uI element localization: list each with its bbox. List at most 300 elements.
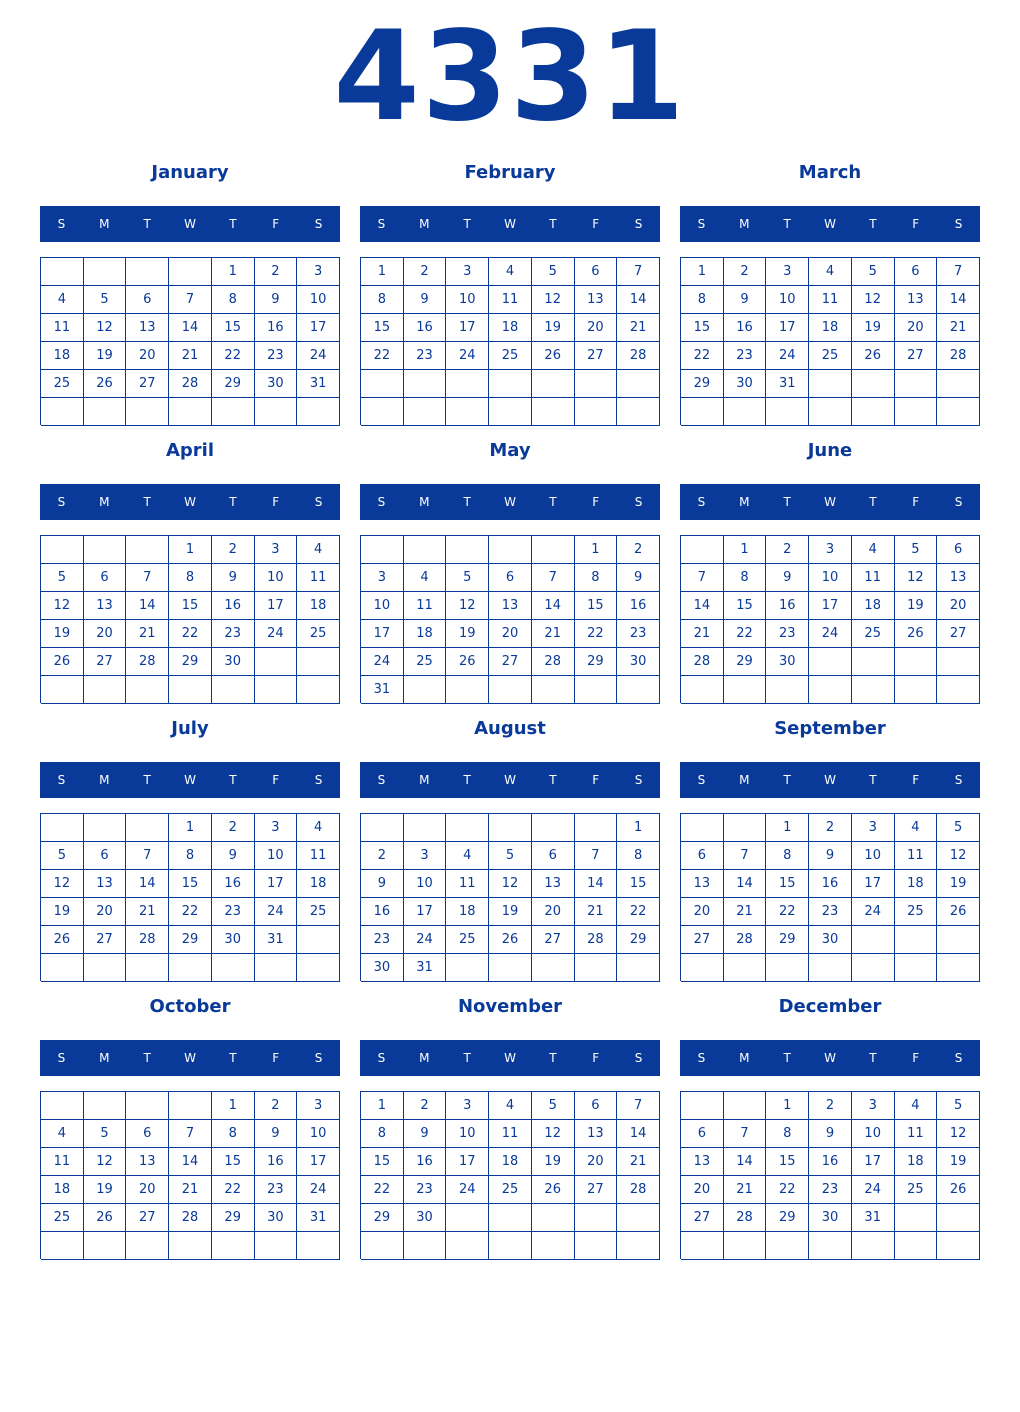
day-cell[interactable]: 6 [84, 564, 127, 592]
day-cell[interactable]: 5 [489, 842, 532, 870]
day-cell[interactable]: 7 [617, 258, 660, 286]
day-cell[interactable]: 6 [681, 842, 724, 870]
day-cell[interactable]: 1 [361, 258, 404, 286]
day-cell[interactable]: 12 [489, 870, 532, 898]
day-cell[interactable]: 11 [404, 592, 447, 620]
day-cell[interactable]: 15 [169, 592, 212, 620]
day-cell[interactable]: 2 [212, 814, 255, 842]
day-cell[interactable]: 23 [617, 620, 660, 648]
day-cell[interactable]: 4 [852, 536, 895, 564]
day-cell[interactable]: 11 [41, 314, 84, 342]
day-cell[interactable]: 8 [361, 1120, 404, 1148]
day-cell[interactable]: 1 [169, 536, 212, 564]
day-cell[interactable]: 18 [297, 592, 340, 620]
day-cell[interactable]: 19 [532, 1148, 575, 1176]
day-cell[interactable]: 15 [212, 314, 255, 342]
day-cell[interactable]: 19 [852, 314, 895, 342]
day-cell[interactable]: 24 [446, 1176, 489, 1204]
day-cell[interactable]: 24 [297, 1176, 340, 1204]
day-cell[interactable]: 8 [617, 842, 660, 870]
day-cell[interactable]: 7 [126, 842, 169, 870]
day-cell[interactable]: 22 [361, 1176, 404, 1204]
day-cell[interactable]: 6 [489, 564, 532, 592]
day-cell[interactable]: 3 [255, 814, 298, 842]
day-cell[interactable]: 30 [809, 1204, 852, 1232]
day-cell[interactable]: 22 [617, 898, 660, 926]
day-cell[interactable]: 20 [575, 314, 618, 342]
day-cell[interactable]: 13 [575, 1120, 618, 1148]
day-cell[interactable]: 28 [126, 648, 169, 676]
day-cell[interactable]: 21 [937, 314, 980, 342]
day-cell[interactable]: 3 [852, 1092, 895, 1120]
day-cell[interactable]: 29 [361, 1204, 404, 1232]
day-cell[interactable]: 28 [575, 926, 618, 954]
day-cell[interactable]: 29 [681, 370, 724, 398]
day-cell[interactable]: 21 [126, 620, 169, 648]
day-cell[interactable]: 15 [361, 314, 404, 342]
day-cell[interactable]: 30 [361, 954, 404, 982]
day-cell[interactable]: 24 [255, 620, 298, 648]
day-cell[interactable]: 15 [212, 1148, 255, 1176]
day-cell[interactable]: 31 [404, 954, 447, 982]
day-cell[interactable]: 5 [41, 842, 84, 870]
day-cell[interactable]: 6 [126, 286, 169, 314]
day-cell[interactable]: 19 [446, 620, 489, 648]
day-cell[interactable]: 18 [297, 870, 340, 898]
day-cell[interactable]: 20 [681, 898, 724, 926]
day-cell[interactable]: 25 [852, 620, 895, 648]
day-cell[interactable]: 9 [404, 286, 447, 314]
day-cell[interactable]: 1 [212, 258, 255, 286]
day-cell[interactable]: 20 [126, 1176, 169, 1204]
day-cell[interactable]: 28 [937, 342, 980, 370]
day-cell[interactable]: 4 [41, 1120, 84, 1148]
day-cell[interactable]: 12 [852, 286, 895, 314]
day-cell[interactable]: 15 [766, 870, 809, 898]
day-cell[interactable]: 27 [681, 926, 724, 954]
day-cell[interactable]: 24 [361, 648, 404, 676]
day-cell[interactable]: 18 [41, 1176, 84, 1204]
day-cell[interactable]: 10 [404, 870, 447, 898]
day-cell[interactable]: 14 [169, 1148, 212, 1176]
day-cell[interactable]: 3 [852, 814, 895, 842]
day-cell[interactable]: 26 [532, 1176, 575, 1204]
day-cell[interactable]: 21 [575, 898, 618, 926]
day-cell[interactable]: 31 [852, 1204, 895, 1232]
day-cell[interactable]: 26 [41, 648, 84, 676]
day-cell[interactable]: 1 [212, 1092, 255, 1120]
day-cell[interactable]: 27 [126, 1204, 169, 1232]
day-cell[interactable]: 4 [297, 814, 340, 842]
day-cell[interactable]: 3 [766, 258, 809, 286]
day-cell[interactable]: 26 [84, 370, 127, 398]
day-cell[interactable]: 4 [809, 258, 852, 286]
day-cell[interactable]: 7 [169, 286, 212, 314]
day-cell[interactable]: 27 [575, 342, 618, 370]
day-cell[interactable]: 28 [724, 1204, 767, 1232]
day-cell[interactable]: 1 [681, 258, 724, 286]
day-cell[interactable]: 21 [681, 620, 724, 648]
day-cell[interactable]: 21 [617, 314, 660, 342]
day-cell[interactable]: 12 [446, 592, 489, 620]
day-cell[interactable]: 25 [809, 342, 852, 370]
day-cell[interactable]: 21 [617, 1148, 660, 1176]
day-cell[interactable]: 9 [255, 1120, 298, 1148]
day-cell[interactable]: 19 [895, 592, 938, 620]
day-cell[interactable]: 3 [255, 536, 298, 564]
day-cell[interactable]: 10 [255, 564, 298, 592]
day-cell[interactable]: 3 [297, 1092, 340, 1120]
day-cell[interactable]: 7 [681, 564, 724, 592]
day-cell[interactable]: 5 [446, 564, 489, 592]
day-cell[interactable]: 20 [84, 620, 127, 648]
day-cell[interactable]: 22 [681, 342, 724, 370]
day-cell[interactable]: 19 [41, 620, 84, 648]
day-cell[interactable]: 16 [255, 1148, 298, 1176]
day-cell[interactable]: 21 [126, 898, 169, 926]
day-cell[interactable]: 22 [212, 342, 255, 370]
day-cell[interactable]: 25 [446, 926, 489, 954]
day-cell[interactable]: 6 [937, 536, 980, 564]
day-cell[interactable]: 25 [895, 1176, 938, 1204]
day-cell[interactable]: 15 [766, 1148, 809, 1176]
day-cell[interactable]: 9 [212, 842, 255, 870]
day-cell[interactable]: 23 [361, 926, 404, 954]
day-cell[interactable]: 4 [489, 1092, 532, 1120]
day-cell[interactable]: 3 [446, 258, 489, 286]
day-cell[interactable]: 7 [724, 842, 767, 870]
day-cell[interactable]: 22 [575, 620, 618, 648]
day-cell[interactable]: 13 [126, 314, 169, 342]
day-cell[interactable]: 23 [809, 898, 852, 926]
day-cell[interactable]: 30 [212, 926, 255, 954]
day-cell[interactable]: 30 [404, 1204, 447, 1232]
day-cell[interactable]: 26 [937, 898, 980, 926]
day-cell[interactable]: 18 [895, 870, 938, 898]
day-cell[interactable]: 23 [404, 342, 447, 370]
day-cell[interactable]: 15 [681, 314, 724, 342]
day-cell[interactable]: 15 [361, 1148, 404, 1176]
day-cell[interactable]: 14 [575, 870, 618, 898]
day-cell[interactable]: 20 [575, 1148, 618, 1176]
day-cell[interactable]: 24 [446, 342, 489, 370]
day-cell[interactable]: 10 [446, 286, 489, 314]
day-cell[interactable]: 8 [681, 286, 724, 314]
day-cell[interactable]: 2 [404, 1092, 447, 1120]
day-cell[interactable]: 9 [766, 564, 809, 592]
day-cell[interactable]: 18 [446, 898, 489, 926]
day-cell[interactable]: 11 [446, 870, 489, 898]
day-cell[interactable]: 8 [724, 564, 767, 592]
day-cell[interactable]: 18 [489, 1148, 532, 1176]
day-cell[interactable]: 9 [212, 564, 255, 592]
day-cell[interactable]: 27 [937, 620, 980, 648]
day-cell[interactable]: 2 [809, 1092, 852, 1120]
day-cell[interactable]: 10 [809, 564, 852, 592]
day-cell[interactable]: 5 [937, 814, 980, 842]
day-cell[interactable]: 26 [532, 342, 575, 370]
day-cell[interactable]: 28 [532, 648, 575, 676]
day-cell[interactable]: 23 [255, 1176, 298, 1204]
day-cell[interactable]: 23 [809, 1176, 852, 1204]
day-cell[interactable]: 4 [41, 286, 84, 314]
day-cell[interactable]: 7 [532, 564, 575, 592]
day-cell[interactable]: 26 [489, 926, 532, 954]
day-cell[interactable]: 31 [766, 370, 809, 398]
day-cell[interactable]: 19 [84, 1176, 127, 1204]
day-cell[interactable]: 10 [361, 592, 404, 620]
day-cell[interactable]: 1 [724, 536, 767, 564]
day-cell[interactable]: 11 [895, 1120, 938, 1148]
day-cell[interactable]: 25 [489, 342, 532, 370]
day-cell[interactable]: 14 [724, 870, 767, 898]
day-cell[interactable]: 14 [617, 1120, 660, 1148]
day-cell[interactable]: 20 [489, 620, 532, 648]
day-cell[interactable]: 21 [169, 342, 212, 370]
day-cell[interactable]: 13 [681, 1148, 724, 1176]
day-cell[interactable]: 12 [532, 286, 575, 314]
day-cell[interactable]: 9 [617, 564, 660, 592]
day-cell[interactable]: 14 [724, 1148, 767, 1176]
day-cell[interactable]: 2 [404, 258, 447, 286]
day-cell[interactable]: 9 [809, 1120, 852, 1148]
day-cell[interactable]: 19 [937, 1148, 980, 1176]
day-cell[interactable]: 3 [404, 842, 447, 870]
day-cell[interactable]: 8 [169, 564, 212, 592]
day-cell[interactable]: 11 [41, 1148, 84, 1176]
day-cell[interactable]: 5 [852, 258, 895, 286]
day-cell[interactable]: 11 [852, 564, 895, 592]
day-cell[interactable]: 18 [489, 314, 532, 342]
day-cell[interactable]: 6 [575, 258, 618, 286]
day-cell[interactable]: 23 [212, 898, 255, 926]
day-cell[interactable]: 13 [532, 870, 575, 898]
day-cell[interactable]: 1 [575, 536, 618, 564]
day-cell[interactable]: 10 [255, 842, 298, 870]
day-cell[interactable]: 18 [852, 592, 895, 620]
day-cell[interactable]: 29 [766, 1204, 809, 1232]
day-cell[interactable]: 1 [169, 814, 212, 842]
day-cell[interactable]: 22 [766, 898, 809, 926]
day-cell[interactable]: 31 [297, 1204, 340, 1232]
day-cell[interactable]: 6 [575, 1092, 618, 1120]
day-cell[interactable]: 25 [489, 1176, 532, 1204]
day-cell[interactable]: 27 [489, 648, 532, 676]
day-cell[interactable]: 24 [297, 342, 340, 370]
day-cell[interactable]: 25 [404, 648, 447, 676]
day-cell[interactable]: 12 [937, 842, 980, 870]
day-cell[interactable]: 27 [84, 648, 127, 676]
day-cell[interactable]: 1 [617, 814, 660, 842]
day-cell[interactable]: 1 [766, 814, 809, 842]
day-cell[interactable]: 27 [126, 370, 169, 398]
day-cell[interactable]: 16 [809, 870, 852, 898]
day-cell[interactable]: 25 [41, 1204, 84, 1232]
day-cell[interactable]: 17 [852, 1148, 895, 1176]
day-cell[interactable]: 29 [169, 926, 212, 954]
day-cell[interactable]: 19 [489, 898, 532, 926]
day-cell[interactable]: 1 [766, 1092, 809, 1120]
day-cell[interactable]: 5 [84, 286, 127, 314]
day-cell[interactable]: 3 [297, 258, 340, 286]
day-cell[interactable]: 2 [809, 814, 852, 842]
day-cell[interactable]: 12 [41, 592, 84, 620]
day-cell[interactable]: 14 [617, 286, 660, 314]
day-cell[interactable]: 11 [297, 564, 340, 592]
day-cell[interactable]: 30 [724, 370, 767, 398]
day-cell[interactable]: 10 [766, 286, 809, 314]
day-cell[interactable]: 3 [446, 1092, 489, 1120]
day-cell[interactable]: 4 [446, 842, 489, 870]
day-cell[interactable]: 29 [575, 648, 618, 676]
day-cell[interactable]: 20 [532, 898, 575, 926]
day-cell[interactable]: 6 [895, 258, 938, 286]
day-cell[interactable]: 17 [255, 592, 298, 620]
day-cell[interactable]: 27 [532, 926, 575, 954]
day-cell[interactable]: 18 [809, 314, 852, 342]
day-cell[interactable]: 28 [126, 926, 169, 954]
day-cell[interactable]: 9 [404, 1120, 447, 1148]
day-cell[interactable]: 26 [895, 620, 938, 648]
day-cell[interactable]: 5 [84, 1120, 127, 1148]
day-cell[interactable]: 2 [255, 1092, 298, 1120]
day-cell[interactable]: 21 [169, 1176, 212, 1204]
day-cell[interactable]: 23 [724, 342, 767, 370]
day-cell[interactable]: 13 [937, 564, 980, 592]
day-cell[interactable]: 14 [169, 314, 212, 342]
day-cell[interactable]: 20 [84, 898, 127, 926]
day-cell[interactable]: 16 [212, 592, 255, 620]
day-cell[interactable]: 17 [404, 898, 447, 926]
day-cell[interactable]: 22 [169, 620, 212, 648]
day-cell[interactable]: 26 [41, 926, 84, 954]
day-cell[interactable]: 25 [895, 898, 938, 926]
day-cell[interactable]: 18 [41, 342, 84, 370]
day-cell[interactable]: 14 [126, 870, 169, 898]
day-cell[interactable]: 31 [297, 370, 340, 398]
day-cell[interactable]: 16 [809, 1148, 852, 1176]
day-cell[interactable]: 17 [446, 1148, 489, 1176]
day-cell[interactable]: 12 [532, 1120, 575, 1148]
day-cell[interactable]: 29 [212, 370, 255, 398]
day-cell[interactable]: 21 [724, 898, 767, 926]
day-cell[interactable]: 20 [937, 592, 980, 620]
day-cell[interactable]: 9 [809, 842, 852, 870]
day-cell[interactable]: 18 [404, 620, 447, 648]
day-cell[interactable]: 17 [297, 314, 340, 342]
day-cell[interactable]: 4 [404, 564, 447, 592]
day-cell[interactable]: 28 [681, 648, 724, 676]
day-cell[interactable]: 30 [212, 648, 255, 676]
day-cell[interactable]: 14 [681, 592, 724, 620]
day-cell[interactable]: 13 [489, 592, 532, 620]
day-cell[interactable]: 7 [617, 1092, 660, 1120]
day-cell[interactable]: 22 [724, 620, 767, 648]
day-cell[interactable]: 12 [41, 870, 84, 898]
day-cell[interactable]: 5 [41, 564, 84, 592]
day-cell[interactable]: 29 [617, 926, 660, 954]
day-cell[interactable]: 20 [126, 342, 169, 370]
day-cell[interactable]: 3 [809, 536, 852, 564]
day-cell[interactable]: 13 [681, 870, 724, 898]
day-cell[interactable]: 21 [724, 1176, 767, 1204]
day-cell[interactable]: 25 [297, 898, 340, 926]
day-cell[interactable]: 15 [169, 870, 212, 898]
day-cell[interactable]: 9 [361, 870, 404, 898]
day-cell[interactable]: 17 [852, 870, 895, 898]
day-cell[interactable]: 8 [575, 564, 618, 592]
day-cell[interactable]: 8 [361, 286, 404, 314]
day-cell[interactable]: 19 [84, 342, 127, 370]
day-cell[interactable]: 29 [766, 926, 809, 954]
day-cell[interactable]: 22 [361, 342, 404, 370]
day-cell[interactable]: 5 [895, 536, 938, 564]
day-cell[interactable]: 1 [361, 1092, 404, 1120]
day-cell[interactable]: 13 [84, 870, 127, 898]
day-cell[interactable]: 6 [532, 842, 575, 870]
day-cell[interactable]: 6 [84, 842, 127, 870]
day-cell[interactable]: 27 [681, 1204, 724, 1232]
day-cell[interactable]: 24 [404, 926, 447, 954]
day-cell[interactable]: 2 [255, 258, 298, 286]
day-cell[interactable]: 4 [489, 258, 532, 286]
day-cell[interactable]: 20 [895, 314, 938, 342]
day-cell[interactable]: 30 [766, 648, 809, 676]
day-cell[interactable]: 9 [255, 286, 298, 314]
day-cell[interactable]: 24 [852, 898, 895, 926]
day-cell[interactable]: 16 [617, 592, 660, 620]
day-cell[interactable]: 11 [895, 842, 938, 870]
day-cell[interactable]: 30 [255, 1204, 298, 1232]
day-cell[interactable]: 17 [255, 870, 298, 898]
day-cell[interactable]: 20 [681, 1176, 724, 1204]
day-cell[interactable]: 25 [297, 620, 340, 648]
day-cell[interactable]: 24 [852, 1176, 895, 1204]
day-cell[interactable]: 5 [532, 1092, 575, 1120]
day-cell[interactable]: 16 [212, 870, 255, 898]
day-cell[interactable]: 8 [169, 842, 212, 870]
day-cell[interactable]: 11 [297, 842, 340, 870]
day-cell[interactable]: 8 [766, 842, 809, 870]
day-cell[interactable]: 14 [532, 592, 575, 620]
day-cell[interactable]: 3 [361, 564, 404, 592]
day-cell[interactable]: 29 [169, 648, 212, 676]
day-cell[interactable]: 6 [681, 1120, 724, 1148]
day-cell[interactable]: 26 [852, 342, 895, 370]
day-cell[interactable]: 17 [361, 620, 404, 648]
day-cell[interactable]: 7 [937, 258, 980, 286]
day-cell[interactable]: 30 [809, 926, 852, 954]
day-cell[interactable]: 6 [126, 1120, 169, 1148]
day-cell[interactable]: 19 [532, 314, 575, 342]
day-cell[interactable]: 17 [297, 1148, 340, 1176]
day-cell[interactable]: 11 [809, 286, 852, 314]
day-cell[interactable]: 22 [169, 898, 212, 926]
day-cell[interactable]: 24 [766, 342, 809, 370]
day-cell[interactable]: 28 [617, 1176, 660, 1204]
day-cell[interactable]: 21 [532, 620, 575, 648]
day-cell[interactable]: 19 [937, 870, 980, 898]
day-cell[interactable]: 16 [766, 592, 809, 620]
day-cell[interactable]: 4 [895, 814, 938, 842]
day-cell[interactable]: 15 [575, 592, 618, 620]
day-cell[interactable]: 4 [895, 1092, 938, 1120]
day-cell[interactable]: 22 [766, 1176, 809, 1204]
day-cell[interactable]: 27 [575, 1176, 618, 1204]
day-cell[interactable]: 2 [766, 536, 809, 564]
day-cell[interactable]: 13 [126, 1148, 169, 1176]
day-cell[interactable]: 7 [169, 1120, 212, 1148]
